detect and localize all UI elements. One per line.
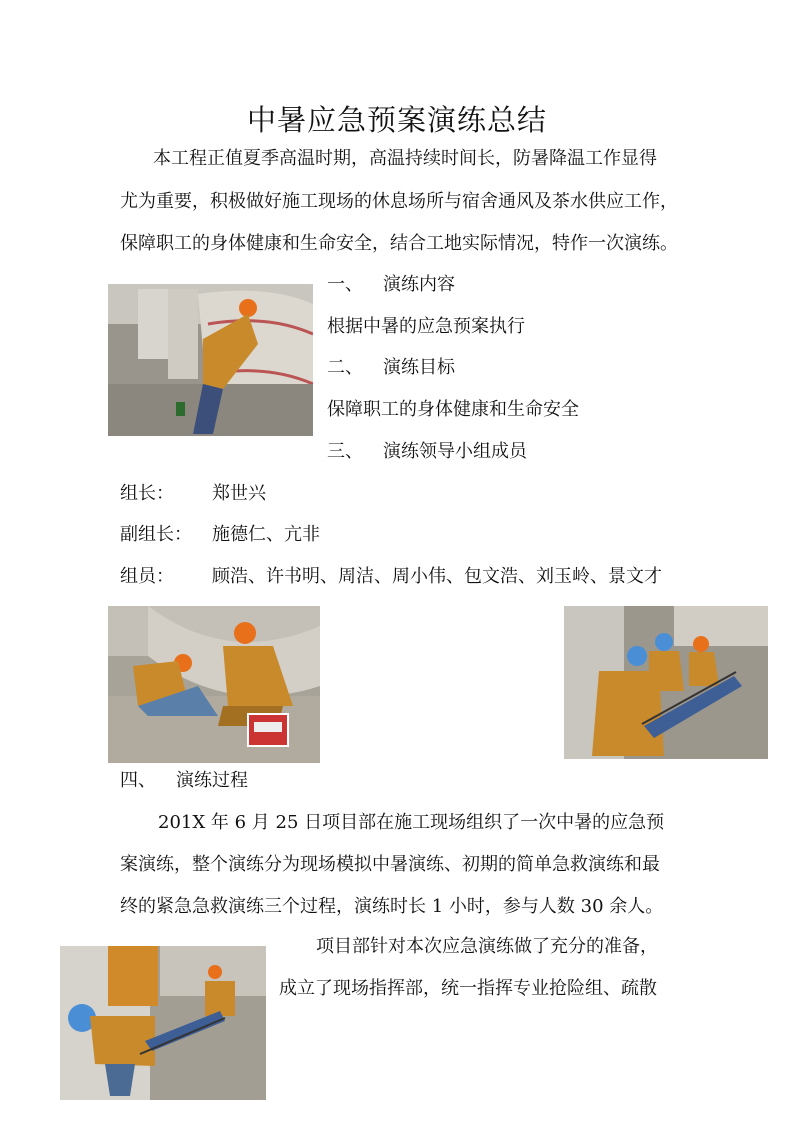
section-1-body: 根据中暑的应急预案执行 [327,316,525,337]
section-4-line-5: 成立了现场指挥部，统一指挥专业抢险组、疏散 [279,978,657,999]
section-4-line-4: 项目部针对本次应急演练做了充分的准备， [316,936,658,957]
section-2-title: 演练目标 [383,357,455,378]
member-row-members [120,567,662,587]
section-4-line-1: 201X 年 6 月 25 日项目部在施工现场组织了一次中暑的应急预 [158,812,665,833]
section-4-line-3: 终的紧急急救演练三个过程，演练时长 1 小时，参与人数 30 余人。 [120,896,664,917]
intro-line-1: 本工程正值夏季高温时期，高温持续时间长，防暑降温工作显得 [153,148,657,169]
photo-worker-leaning-on-segment [108,284,313,436]
intro-line-2: 尤为重要，积极做好施工现场的休息场所与宿舍通风及茶水供应工作， [120,191,678,212]
section-4-heading [120,771,248,791]
photo-stretcher-group [564,606,768,759]
member-label: 组员： [120,566,174,587]
member-value: 郑世兴 [212,483,266,504]
intro-line-3: 保障职工的身体健康和生命安全，结合工地实际情况，特作一次演练。 [120,233,678,254]
member-value: 施德仁、亢非 [212,524,320,545]
section-3-heading [327,442,527,462]
section-2-heading [327,358,455,378]
section-4-line-2: 案演练，整个演练分为现场模拟中暑演练、初期的简单急救演练和最 [120,854,660,875]
section-4-number: 四、 [120,770,156,791]
member-value: 顾浩、许书明、周洁、周小伟、包文浩、刘玉岭、景文才 [212,566,662,587]
photo-worker-helping-colleague [108,606,320,763]
section-2-number: 二、 [327,357,363,378]
member-label: 副组长： [120,524,192,545]
section-4-title: 演练过程 [176,770,248,791]
document-title: 中暑应急预案演练总结 [246,103,547,137]
section-1-heading [327,275,455,295]
section-2-body: 保障职工的身体健康和生命安全 [327,399,579,420]
section-1-number: 一、 [327,274,363,295]
section-3-number: 三、 [327,441,363,462]
section-3-title: 演练领导小组成员 [383,441,527,462]
photo-stretcher-carry [60,946,266,1100]
member-row-leader [120,484,266,504]
member-row-deputy [120,525,320,545]
section-1-title: 演练内容 [383,274,455,295]
member-label: 组长： [120,483,174,504]
